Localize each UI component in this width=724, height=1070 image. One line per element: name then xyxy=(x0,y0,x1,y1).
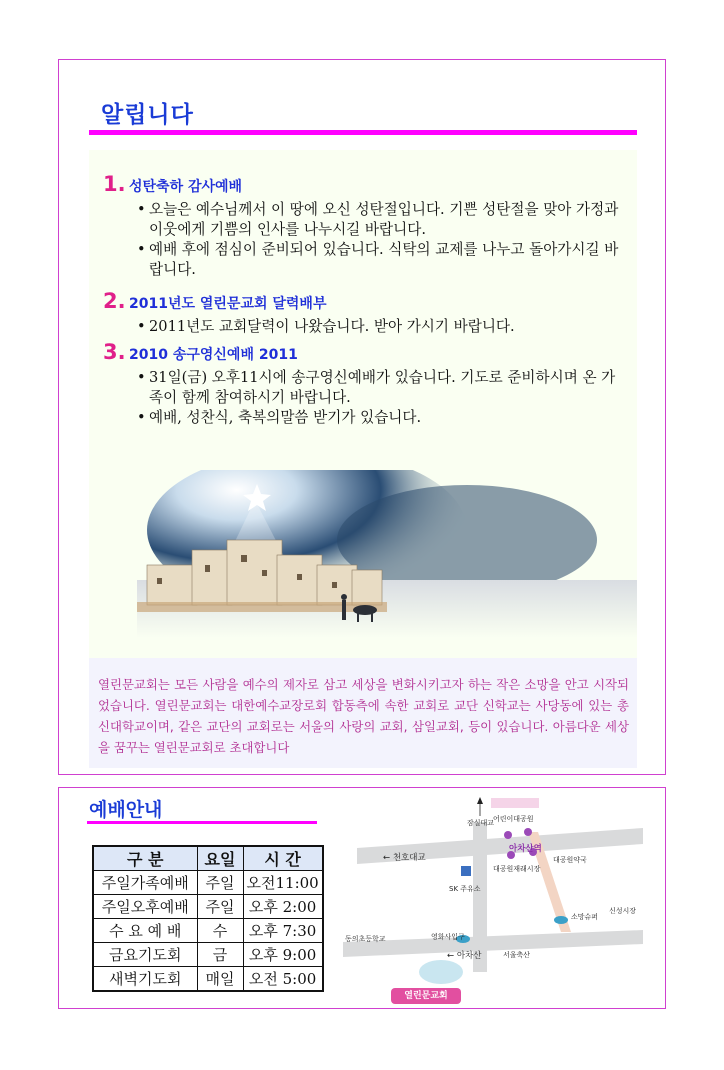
map-label: ← 천호대교 xyxy=(383,853,426,863)
map-label: ← 아차산 xyxy=(447,951,482,961)
map-label: 신성시장 xyxy=(609,907,637,915)
column-header: 요일 xyxy=(197,846,243,871)
column-header: 구 분 xyxy=(93,846,197,871)
announcements-panel xyxy=(58,59,666,775)
map-label: 서울축산 xyxy=(503,951,531,959)
notice-bullet: • 오늘은 예수님께서 이 땅에 오신 성탄절입니다. 기쁜 성탄절을 맞아 가정과 이웃에게 기쁨의 인사를 나누시길 바랍니다. xyxy=(137,200,623,240)
service-day: 매일 xyxy=(197,967,243,991)
notice-title: 성탄축하 감사예배 xyxy=(129,179,243,195)
notice-number: 3. xyxy=(103,340,126,364)
table-row xyxy=(93,967,323,991)
map-label: 어린이대공원 xyxy=(493,815,534,823)
location-map xyxy=(343,792,661,1004)
service-name: 금요기도회 xyxy=(93,943,197,967)
table-row xyxy=(93,895,323,919)
service-name: 수 요 예 배 xyxy=(93,919,197,943)
notice-bullet: • 2011년도 교회달력이 나왔습니다. 받아 가시기 바랍니다. xyxy=(137,317,623,337)
service-day: 금 xyxy=(197,943,243,967)
church-introduction: 열린문교회는 모든 사람을 예수의 제자로 삼고 세상을 변화시키고자 하는 작은 소망을 안고 시작되었습니다. 열린문교회는 대한예수교장로회 합동측에 속한 교회로 교단 신학교는 사당동에 있는 총신대학교이며, 같은 교단의 교회로는 서울의 사랑의 교회, 삼일교회, 등이 있습니다. 아름다운 세상을 꿈꾸는 열린문교회로 초대합니다 xyxy=(89,658,637,768)
notice-1 xyxy=(103,172,623,280)
bethlehem-illustration xyxy=(137,470,637,638)
service-day: 주일 xyxy=(197,895,243,919)
notice-bullet: • 예배, 성찬식, 축복의말씀 받기가 있습니다. xyxy=(137,408,623,428)
table-header-row xyxy=(93,846,323,871)
column-header: 시 간 xyxy=(243,846,323,871)
service-day: 수 xyxy=(197,919,243,943)
service-day: 주일 xyxy=(197,871,243,895)
notice-2 xyxy=(103,289,623,337)
map-label: 잠실대교 xyxy=(467,819,495,827)
worship-title-underline xyxy=(87,821,317,824)
worship-schedule-table xyxy=(92,845,324,992)
map-label: 동의초등학교 xyxy=(345,935,386,943)
map-label: 소망슈퍼 xyxy=(571,913,599,921)
notice-2-head xyxy=(103,289,623,313)
church-location-marker: 열린문교회 xyxy=(391,988,461,1004)
notice-number: 2. xyxy=(103,289,126,313)
map-label: 영화사입구 xyxy=(431,933,465,941)
service-time: 오전 5:00 xyxy=(243,967,323,991)
map-label: 아차산역 xyxy=(509,844,542,854)
notice-3-head xyxy=(103,340,623,364)
notice-bullet: • 31일(금) 오후11시에 송구영신예배가 있습니다. 기도로 준비하시며 온 가족이 함께 참여하시기 바랍니다. xyxy=(137,368,623,408)
notice-1-head xyxy=(103,172,623,196)
service-time: 오후 2:00 xyxy=(243,895,323,919)
title-underline xyxy=(89,130,637,135)
map-label: SK 주유소 xyxy=(449,885,481,893)
table-row xyxy=(93,943,323,967)
map-label: 대공원재래시장 xyxy=(493,865,541,873)
table-row xyxy=(93,871,323,895)
notice-title: 2010 송구영신예배 2011 xyxy=(129,347,298,363)
service-name: 주일오후예배 xyxy=(93,895,197,919)
service-time: 오전11:00 xyxy=(243,871,323,895)
service-time: 오후 9:00 xyxy=(243,943,323,967)
worship-title: 예배안내 xyxy=(89,799,163,821)
notice-bullet: • 예배 후에 점심이 준비되어 있습니다. 식탁의 교제를 나누고 돌아가시길 바랍니다. xyxy=(137,240,623,280)
worship-panel xyxy=(58,787,666,1009)
notice-3 xyxy=(103,340,623,428)
map-label: 대공원약국 xyxy=(553,856,587,864)
service-time: 오후 7:30 xyxy=(243,919,323,943)
service-name: 주일가족예배 xyxy=(93,871,197,895)
notice-number: 1. xyxy=(103,172,126,196)
announcements-title: 알립니다 xyxy=(101,102,194,128)
notice-title: 2011년도 열린문교회 달력배부 xyxy=(129,296,327,312)
table-row xyxy=(93,919,323,943)
service-name: 새벽기도회 xyxy=(93,967,197,991)
